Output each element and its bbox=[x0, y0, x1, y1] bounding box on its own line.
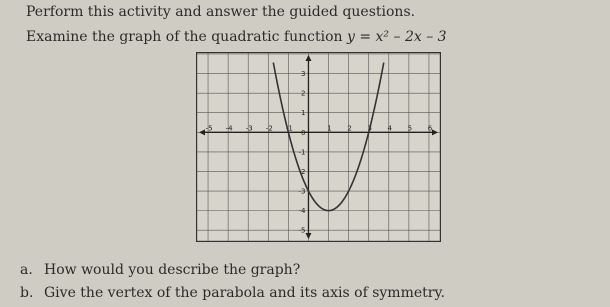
x-tick-label: -4 bbox=[225, 124, 233, 133]
x-tick-label: 6 bbox=[427, 124, 433, 133]
y-tick-label: -1 bbox=[298, 148, 306, 157]
y-tick-label: -4 bbox=[298, 207, 306, 216]
function-equation: y = x² – 2x – 3 bbox=[347, 29, 447, 45]
y-tick-label: 2 bbox=[300, 89, 306, 98]
x-tick-label: -1 bbox=[285, 124, 293, 133]
examine-text: Examine the graph of the quadratic function bbox=[26, 29, 343, 45]
x-tick-label: 2 bbox=[347, 124, 352, 133]
question-b-letter: b. bbox=[20, 285, 34, 301]
instruction-text: Perform this activity and answer the guided questions. bbox=[26, 4, 416, 20]
x-tick-label: -2 bbox=[265, 124, 273, 133]
x-tick-label: 1 bbox=[327, 124, 332, 133]
question-a-letter: a. bbox=[20, 262, 33, 278]
y-tick-label: 3 bbox=[300, 70, 306, 79]
x-tick-label: -3 bbox=[245, 124, 253, 133]
x-tick-label: 4 bbox=[387, 124, 393, 133]
y-tick-label: -5 bbox=[298, 226, 306, 235]
y-tick-label: 0 bbox=[300, 128, 306, 137]
graph-frame bbox=[197, 53, 441, 242]
y-tick-label: 1 bbox=[300, 109, 306, 118]
question-b bbox=[20, 285, 445, 301]
instruction-line bbox=[26, 4, 415, 20]
x-tick-label: -5 bbox=[205, 124, 213, 133]
y-tick-label: -3 bbox=[298, 187, 306, 196]
quadratic-graph bbox=[196, 52, 441, 242]
question-b-text: Give the vertex of the parabola and its axis of symmetry. bbox=[44, 285, 445, 301]
question-a-text: How would you describe the graph? bbox=[44, 262, 301, 278]
examine-line bbox=[26, 29, 447, 45]
question-a bbox=[20, 262, 300, 278]
x-tick-label: 3 bbox=[367, 124, 372, 133]
y-tick-label: -2 bbox=[298, 167, 306, 176]
x-tick-label: 5 bbox=[407, 124, 413, 133]
